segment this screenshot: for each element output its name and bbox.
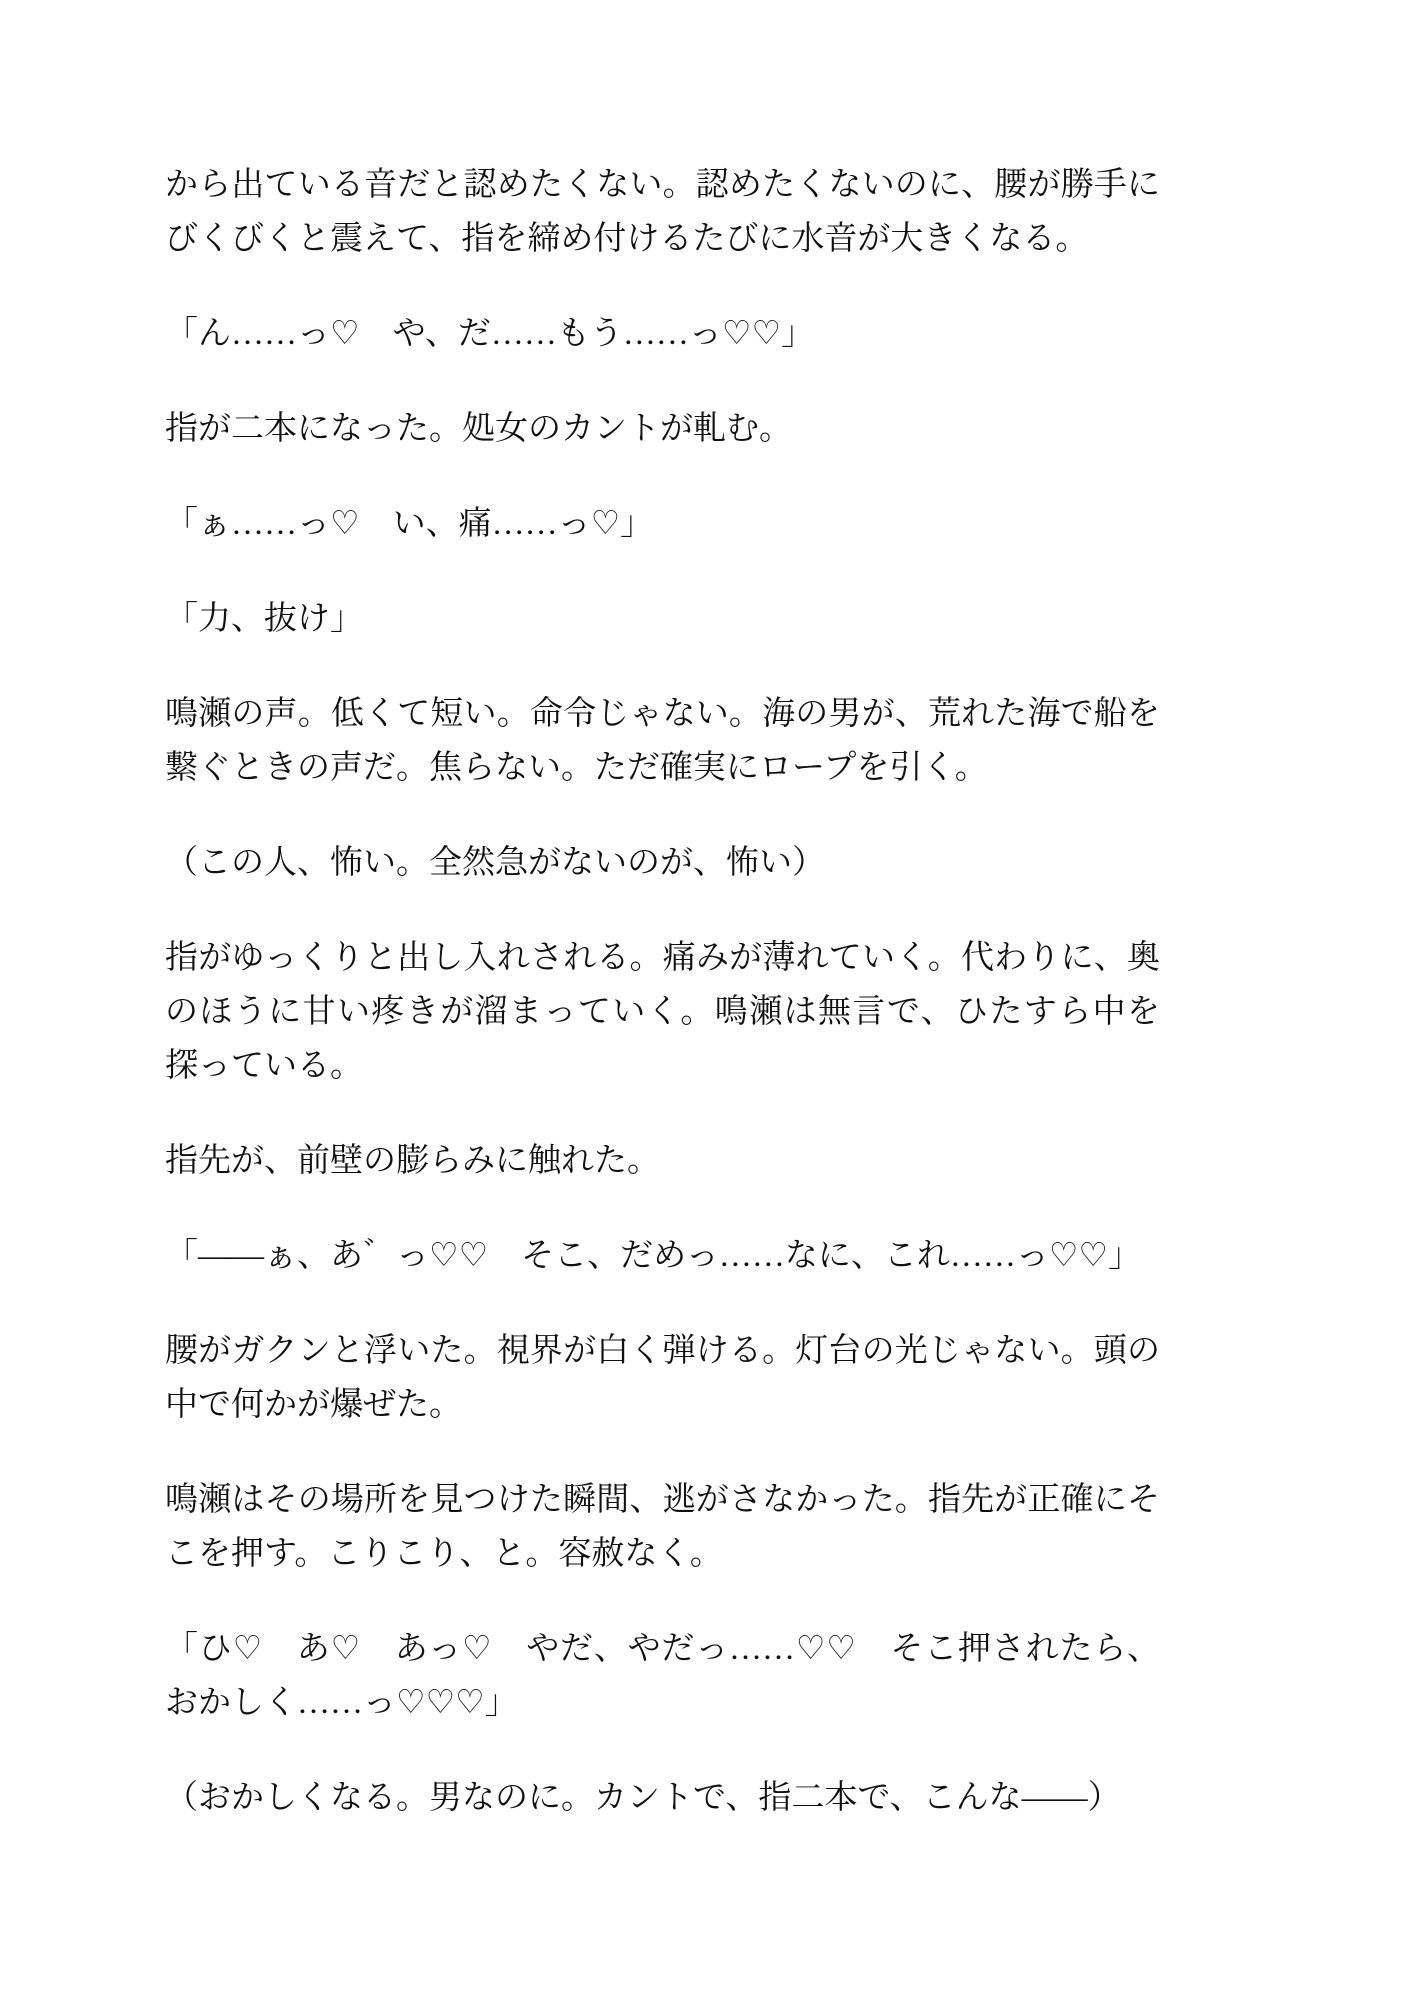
narration-paragraph: 腰がガクンと浮いた。視界が白く弾ける。灯台の光じゃない。頭の中で何かが爆ぜた。 xyxy=(165,1333,1161,1423)
dialogue-line: 「ぁ……っ♡ い、痛……っ♡」 xyxy=(165,506,654,542)
inner-thought-line: （この人、怖い。全然急がないのが、怖い） xyxy=(165,845,825,881)
dialogue-line: 「ひ♡ あ♡ あっ♡ やだ、やだっ……♡♡ そこ押されたら、おかしく……っ♡♡♡」 xyxy=(165,1631,1160,1721)
story-text xyxy=(165,158,1160,1825)
dialogue-line: 「――ぁ、あ゛っ♡♡ そこ、だめっ……なに、これ……っ♡♡」 xyxy=(165,1238,1142,1274)
dialogue-line: 「ん……っ♡ や、だ……もう……っ♡♡」 xyxy=(165,316,815,352)
dialogue-line: 「力、抜け」 xyxy=(165,601,363,637)
narration-paragraph: 指が二本になった。処女のカントが軋む。 xyxy=(165,411,792,447)
narration-paragraph: 指がゆっくりと出し入れされる。痛みが薄れていく。代わりに、奥のほうに甘い疼きが溜まっていく。鳴瀬は無言で、ひたすら中を探っている。 xyxy=(165,940,1160,1084)
inner-thought-line: （おかしくなる。男なのに。カントで、指二本で、こんな――） xyxy=(165,1780,1121,1816)
narration-paragraph: から出ている音だと認めたくない。認めたくないのに、腰が勝手にびくびくと震えて、指を締め付けるたびに水音が大きくなる。 xyxy=(165,167,1161,257)
narration-paragraph: 鳴瀬の声。低くて短い。命令じゃない。海の男が、荒れた海で船を繋ぐときの声だ。焦らない。ただ確実にロープを引く。 xyxy=(165,696,1161,786)
narration-paragraph: 指先が、前壁の膨らみに触れた。 xyxy=(165,1143,660,1179)
narration-paragraph: 鳴瀬はその場所を見つけた瞬間、逃がさなかった。指先が正確にそこを押す。こりこり、と。容赦なく。 xyxy=(165,1482,1160,1572)
